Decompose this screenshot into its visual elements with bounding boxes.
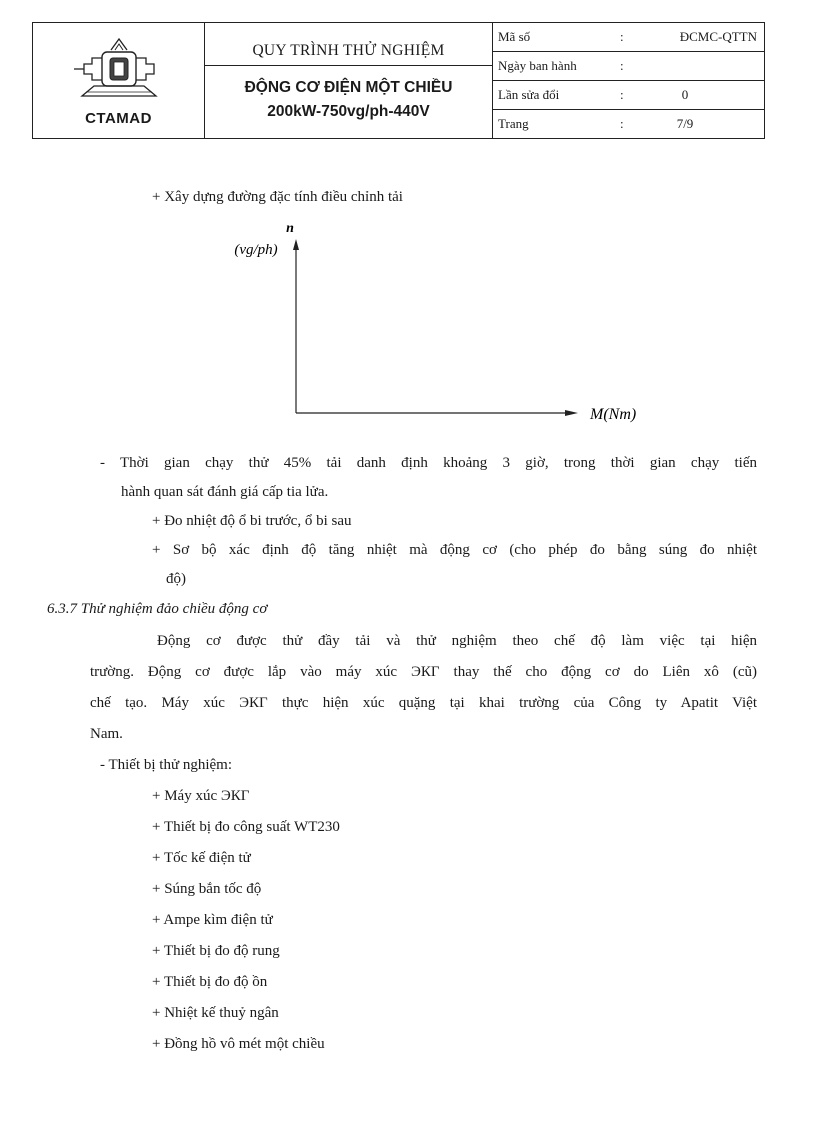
info-value: 7/9 [676,116,694,131]
equipment-item: + Ampe kìm điện tử [152,912,273,928]
info-colon: : [620,29,624,44]
equipment-heading: - Thiết bị thử nghiệm: [100,757,233,773]
info-value: ĐCMC-QTTN [679,29,757,44]
logo-cell [33,23,205,139]
y-axis-label: (vg/ph) [234,242,278,258]
info-row-issue-date [493,52,764,81]
product-title-line1: ĐỘNG CƠ ĐIỆN MỘT CHIỀU [244,79,453,96]
equipment-item: + Nhiệt kế thuỷ ngân [152,1005,279,1021]
equipment-item: + Đồng hồ vô mét một chiều [152,1036,325,1052]
x-axis-arrow-icon [565,410,578,416]
characteristic-intro: + Xây dựng đường đặc tính điều chỉnh tải [152,189,403,205]
load-characteristic-chart [210,220,670,430]
info-label: Lần sửa đổi [498,87,560,102]
info-row-code [493,23,764,52]
run-test-bullet2-line1: + Sơ bộ xác định độ tăng nhiệt mà động cơ (cho phép đo bằng súng đo nhiệt [152,542,757,558]
info-colon: : [620,58,624,73]
run-test-bullet1: + Đo nhiệt độ ổ bi trước, ổ bi sau [152,513,352,529]
ctamad-logo-icon [64,34,174,108]
run-test-line1: - Thời gian chạy thử 45% tải danh định khoảng 3 giờ, trong thời gian chạy tiến [100,455,757,471]
x-axis-label: M(Nm) [590,406,637,423]
equipment-item: + Thiết bị đo độ rung [152,943,280,959]
product-title-line2: 200kW-750vg/ph-440V [267,103,430,120]
equipment-item: + Súng bắn tốc độ [152,881,262,897]
y-axis-symbol: n [286,221,294,236]
equipment-item: + Tốc kế điện tử [152,850,251,866]
run-test-line2: hành quan sát đánh giá cấp tia lửa. [121,484,329,500]
info-label: Mã số [498,29,531,44]
equipment-item: + Thiết bị đo độ ồn [152,974,268,990]
procedure-title: QUY TRÌNH THỬ NGHIỆM [205,37,492,66]
section-heading: 6.3.7 Thử nghiệm đảo chiều động cơ [47,601,268,617]
equipment-item: + Máy xúc ЭКГ [152,788,250,804]
document-header [32,22,765,139]
info-row-page [493,110,764,138]
info-colon: : [620,116,624,131]
product-title [205,66,492,124]
info-label: Trang [498,116,529,131]
paragraph-line1: Động cơ được thử đầy tải và thử nghiệm theo chế độ làm việc tại hiện [157,633,757,649]
equipment-item: + Thiết bị đo công suất WT230 [152,819,340,835]
y-axis-arrow-icon [293,239,299,250]
paragraph-line3: chế tạo. Máy xúc ЭКГ thực hiện xúc quặng tại khai trường của Công ty Apatit Việt [90,695,757,711]
logo-name: CTAMAD [85,110,152,127]
info-colon: : [620,87,624,102]
paragraph-line4: Nam. [90,726,123,742]
info-label: Ngày ban hành [498,58,577,73]
title-cell [205,23,493,139]
info-cell [493,23,765,139]
run-test-bullet2-line2: độ) [166,571,186,587]
paragraph-line2: trường. Động cơ được lắp vào máy xúc ЭКГ thay thế cho động cơ do Liên xô (cũ) [90,664,757,680]
info-row-revision [493,81,764,110]
info-value: 0 [681,87,689,102]
